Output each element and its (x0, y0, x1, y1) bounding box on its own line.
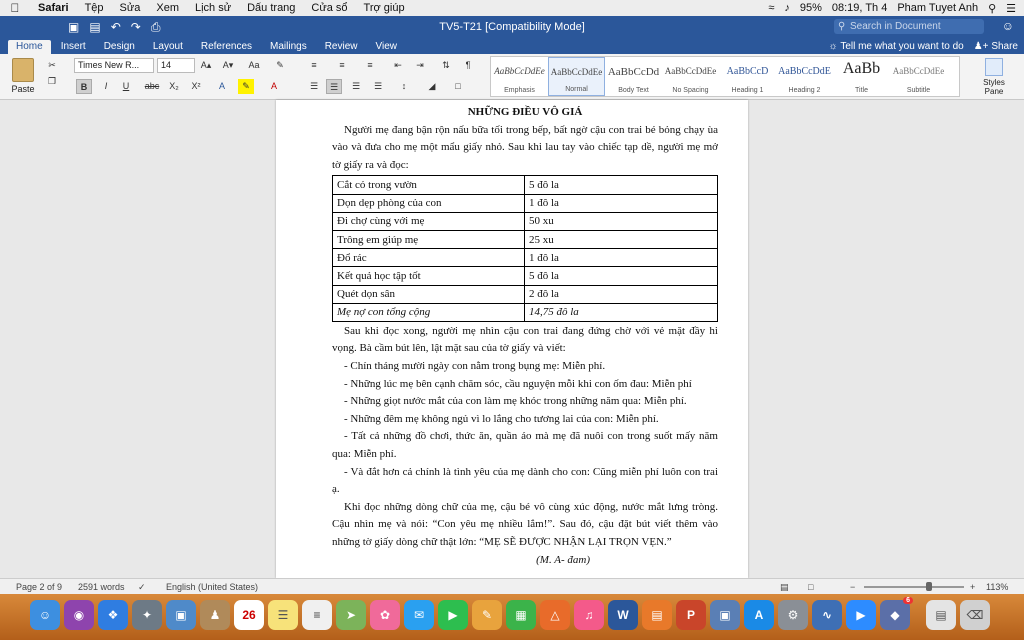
safari-icon[interactable]: ❖ (98, 600, 128, 630)
doc-bullet-4: - Những đêm mẹ không ngủ vì lo lắng cho tương lai của con: Miễn phí. (344, 412, 659, 425)
menu-help[interactable]: Trợ giúp (363, 2, 405, 14)
language[interactable]: English (United States) (166, 582, 259, 592)
table-row (333, 267, 718, 285)
superscript-button[interactable]: X² (191, 81, 201, 91)
style-sample: AaBbCcDdEe (494, 66, 545, 76)
document-title: TV5-T21 [Compatibility Mode] (439, 21, 585, 33)
clipboard-icon (12, 58, 34, 82)
print-icon[interactable]: ⎙ (150, 19, 161, 34)
align-right-icon[interactable]: ☰ (351, 81, 361, 91)
keynote-icon[interactable]: △ (540, 600, 570, 630)
borders-icon[interactable]: □ (455, 81, 461, 91)
menu-app[interactable]: Safari (38, 2, 69, 14)
styles-pane-icon (985, 58, 1003, 76)
search-placeholder: Search in Document (850, 21, 941, 32)
font-size-select[interactable]: 14 (157, 58, 195, 73)
highlight-icon[interactable]: ✎ (238, 79, 254, 94)
doc-bullet-3: - Những giọt nước mắt của con làm mẹ khóc trong những năm qua: Miễn phí. (344, 395, 687, 408)
table-row (333, 176, 718, 194)
doc-bullet-2: - Những lúc mẹ bên cạnh chăm sóc, cầu nguyện mỗi khi con ốm đau: Miễn phí (344, 377, 692, 390)
table-cell: 1 đô la (525, 249, 718, 267)
table-row (333, 249, 718, 267)
dock-icons (30, 597, 990, 630)
style-sample: AaBbCcDdE (778, 66, 831, 77)
macos-dock (0, 594, 1024, 640)
styles-pane-label: Styles Pane (983, 78, 1005, 96)
doc-paragraph-2: Sau khi đọc xong, người mẹ nhìn cậu con trai đang đứng chờ với vẻ mặt đầy hi vọng. Bà cầm bút lên, lật mặt sau của tờ giấy và viết: (332, 324, 718, 355)
notes-icon[interactable]: ☰ (268, 600, 298, 630)
app-store-icon[interactable]: A (744, 600, 774, 630)
style-sample: AaBb (842, 60, 881, 77)
shading-icon[interactable]: ◢ (428, 81, 436, 91)
bold-button[interactable]: B (76, 79, 92, 94)
font-color-icon[interactable]: A (270, 81, 277, 91)
align-center-icon[interactable]: ☰ (326, 79, 342, 94)
shrink-font-icon[interactable]: A▾ (222, 60, 234, 70)
user-name[interactable]: Pham Tuyet Anh (897, 2, 979, 14)
web-layout-icon[interactable]: □ (808, 582, 814, 592)
word-count[interactable]: 2591 words (78, 582, 125, 592)
style-label: Subtitle (906, 87, 931, 94)
list-icon[interactable]: ☰ (1006, 2, 1016, 15)
table-cell: Trông em giúp mẹ (333, 230, 525, 248)
style-sample: AaBbCcDdEe (664, 66, 717, 76)
calendar-icon[interactable]: 26 (234, 600, 264, 630)
style-label: No Spacing (672, 87, 709, 94)
change-case-icon[interactable]: Aa (248, 60, 260, 70)
styles-gallery (490, 56, 960, 97)
decrease-indent-icon[interactable]: ⇤ (394, 60, 402, 70)
messages-icon[interactable]: ✉ (404, 600, 434, 630)
tab-mailings[interactable]: Mailings (270, 41, 307, 52)
zoom-icon[interactable]: ▶ (846, 600, 876, 630)
bullets-icon[interactable]: ≡ (311, 60, 317, 70)
system-preferences-icon[interactable]: ⚙ (778, 600, 808, 630)
style-label: Heading 2 (788, 87, 821, 94)
contacts-icon[interactable]: ♟ (200, 600, 230, 630)
clear-format-icon[interactable]: ✎ (276, 60, 284, 70)
menu-window[interactable]: Cửa sổ (311, 2, 348, 14)
search-icon[interactable]: ⚲ (988, 2, 997, 15)
menu-view[interactable]: Xem (156, 2, 179, 14)
style-label: Emphasis (504, 87, 535, 94)
doc-bullet-5: - Tất cả những đồ chơi, thức ăn, quần áo mà mẹ đã nuôi con trong suốt mấy năm qua: Miễn phí. (332, 430, 718, 461)
word-titlebar (0, 16, 1024, 38)
tab-layout[interactable]: Layout (152, 41, 183, 52)
style-label: Body Text (618, 87, 649, 94)
style-heading-2[interactable] (776, 57, 833, 96)
save-icon[interactable]: ▤ (89, 19, 101, 34)
battery-percent[interactable]: 95% (799, 2, 822, 14)
font-name-select[interactable]: Times New R... (74, 58, 154, 73)
style-emphasis[interactable] (491, 57, 548, 96)
strikethrough-button[interactable]: abc (144, 81, 160, 91)
table-cell: 5 đô la (525, 176, 718, 194)
table-cell: Đi chợ cùng với mẹ (333, 212, 525, 230)
subscript-button[interactable]: X₂ (169, 81, 179, 91)
styles-pane-button[interactable] (976, 58, 1012, 96)
zoom-out-icon[interactable]: − (850, 582, 856, 592)
wifi-icon[interactable]: ≈ (768, 2, 775, 14)
doc-bullet-1: - Chín tháng mười ngày con nằm trong bụng mẹ: Miễn phí. (344, 360, 606, 373)
tab-home[interactable]: Home (8, 40, 51, 54)
powerpoint-icon[interactable]: P (676, 600, 706, 630)
tab-view[interactable]: View (375, 41, 397, 52)
style-no-spacing[interactable] (662, 57, 719, 96)
table-cell: 2 đô la (525, 285, 718, 303)
style-label: Heading 1 (731, 87, 764, 94)
table-cell: 1 đô la (525, 194, 718, 212)
style-sample: AaBbCcDd (607, 66, 660, 78)
justify-icon[interactable]: ☰ (373, 81, 383, 91)
numbers-icon[interactable]: ▦ (506, 600, 536, 630)
table-cell: Kết quả học tập tốt (333, 267, 525, 285)
increase-indent-icon[interactable]: ⇥ (416, 60, 424, 70)
person-icon: ♟+ (973, 41, 992, 52)
paste-label: Paste (11, 84, 35, 94)
pilcrow-icon[interactable]: ¶ (465, 60, 471, 70)
multilevel-icon[interactable]: ≡ (367, 60, 373, 70)
table-cell: Đổ rác (333, 249, 525, 267)
doc-paragraph-1: Người mẹ đang bận rộn nấu bữa tối trong bếp, bất ngờ cậu con trai bé bỏng chạy ùa vào và đưa cho mẹ một mẩu giấy nhỏ. Sau khi lau tay vào chiếc tạp dề, người mẹ mở tờ giấy ra và đọc: (332, 123, 718, 171)
proofing-icon[interactable]: ✓ (138, 582, 146, 592)
table-row (333, 285, 718, 303)
copy-icon[interactable]: ❐ (47, 76, 57, 86)
print-layout-icon[interactable]: ▤ (780, 582, 789, 592)
preview-icon[interactable]: ▣ (710, 600, 740, 630)
menubar-status (768, 2, 1024, 15)
downloads-icon[interactable]: ▤ (926, 600, 956, 630)
word-icon[interactable]: W (608, 600, 638, 630)
search-icon: ⚲ (838, 21, 846, 32)
table-cell: 14,75 đô la (525, 303, 718, 321)
document-body[interactable] (332, 104, 718, 569)
table-row (333, 212, 718, 230)
zoom-slider[interactable] (864, 586, 964, 588)
style-body-text[interactable] (605, 57, 662, 96)
ribbon-tabs (0, 38, 1024, 54)
table-cell: Dọn dẹp phòng của con (333, 194, 525, 212)
reminders-icon[interactable]: ≡ (302, 600, 332, 630)
launchpad-icon[interactable]: ✦ (132, 600, 162, 630)
style-label: Title (855, 87, 868, 94)
table-cell: Cắt cỏ trong vườn (333, 176, 525, 194)
share-button[interactable] (974, 40, 1024, 54)
tab-references[interactable]: References (200, 41, 253, 52)
zoom-in-icon[interactable]: + (970, 582, 976, 592)
style-sample: AaBbCcDdEe (550, 67, 603, 77)
style-title[interactable] (833, 57, 890, 96)
sort-icon[interactable]: ⇅ (442, 60, 450, 70)
style-subtitle[interactable] (890, 57, 947, 96)
clock[interactable]: 08:19, Th 4 (831, 2, 888, 14)
finder-icon[interactable]: ☺ (30, 600, 60, 630)
zoom-slider-thumb[interactable] (926, 582, 932, 591)
document-canvas[interactable] (0, 100, 1024, 578)
zoom-level[interactable]: 113% (986, 582, 1009, 592)
maps-icon[interactable]: ➤ (336, 600, 366, 630)
photos-icon[interactable]: ✿ (370, 600, 400, 630)
style-sample: AaBbCcDdEe (892, 66, 945, 76)
line-spacing-icon[interactable]: ↕ (401, 81, 407, 91)
tab-review[interactable]: Review (324, 41, 358, 52)
style-heading-1[interactable] (719, 57, 776, 96)
align-left-icon[interactable]: ☰ (309, 81, 319, 91)
cut-icon[interactable]: ✂ (48, 60, 56, 70)
share-label: Share (991, 41, 1018, 52)
tell-me-input[interactable] (829, 40, 974, 54)
apple-icon[interactable] (0, 1, 30, 15)
document-search-input[interactable] (834, 19, 984, 34)
facetime-icon[interactable]: ▶ (438, 600, 468, 630)
ribbon-home (0, 54, 1024, 100)
italic-button[interactable]: I (104, 81, 108, 91)
style-normal[interactable] (548, 57, 605, 96)
table-cell: Mẹ nợ con tổng cộng (333, 303, 525, 321)
document-page[interactable] (276, 100, 748, 578)
tweetdeck-icon[interactable]: ◆ 6 (880, 600, 910, 630)
table-row (333, 194, 718, 212)
menu-edit[interactable]: Sửa (119, 2, 141, 14)
volume-icon[interactable]: ♪ (784, 2, 790, 14)
tell-me-text: Tell me what you want to do (840, 41, 964, 52)
quick-access-toolbar (0, 20, 160, 35)
notification-badge: 6 (903, 597, 913, 604)
menu-bookmarks[interactable]: Dấu trang (247, 2, 296, 14)
style-sample: AaBbCcD (726, 66, 769, 77)
table-cell: 25 xu (525, 230, 718, 248)
table-row (333, 230, 718, 248)
doc-title: NHỮNG ĐIỀU VÔ GIÁ (467, 106, 583, 118)
activity-monitor-icon[interactable]: ∿ (812, 600, 842, 630)
table-cell: 5 đô la (525, 267, 718, 285)
undo-icon[interactable]: ↶ (110, 19, 121, 34)
doc-signature: (M. A- đam) (536, 553, 590, 566)
text-effects-icon[interactable]: A (218, 81, 225, 91)
redo-icon[interactable]: ↷ (130, 19, 141, 34)
style-label: Normal (565, 86, 588, 93)
books-icon[interactable]: ▤ (642, 600, 672, 630)
trash-icon[interactable]: ⌫ (960, 600, 990, 630)
table-cell: 50 xu (525, 212, 718, 230)
sidebar-icon[interactable]: ▣ (68, 19, 80, 34)
table-cell: Quét dọn sân (333, 285, 525, 303)
music-icon[interactable]: ♫ (574, 600, 604, 630)
menu-file[interactable]: Tệp (84, 2, 104, 14)
pages-icon[interactable]: ✎ (472, 600, 502, 630)
page-count[interactable]: Page 2 of 9 (16, 582, 63, 592)
doc-bullet-6: - Và đắt hơn cả chính là tình yêu của mẹ dành cho con: Cũng miễn phí luôn con trai ạ. (332, 465, 718, 496)
underline-button[interactable]: U (122, 81, 130, 91)
status-bar (0, 578, 1024, 594)
doc-paragraph-3: Khi đọc những dòng chữ của mẹ, cậu bé vô cùng xúc động, nước mắt lưng tròng. Cậu nhìn mẹ và nói: “Con yêu mẹ nhiều lắm!”. Sau đó, cậu đặt bút viết thêm vào những tờ giấy dòng chữ thật lớn: “MẸ SẼ ĐƯỢC NHẬN LẠI TRỌN VẸN.” (332, 500, 718, 548)
paste-button[interactable] (6, 58, 40, 94)
siri-icon[interactable]: ◉ (64, 600, 94, 630)
tab-design[interactable]: Design (103, 41, 135, 52)
numbering-icon[interactable]: ≡ (339, 60, 345, 70)
lightbulb-icon: ☼ (828, 41, 841, 52)
macos-menubar (0, 0, 1024, 16)
feedback-icon[interactable]: ☺ (1001, 19, 1014, 33)
photo-icon[interactable]: ▣ (166, 600, 196, 630)
tab-insert[interactable]: Insert (60, 41, 86, 52)
bill-table (332, 175, 718, 322)
table-row-total (333, 303, 718, 321)
grow-font-icon[interactable]: A▴ (200, 60, 212, 70)
menu-history[interactable]: Lịch sử (195, 2, 232, 14)
